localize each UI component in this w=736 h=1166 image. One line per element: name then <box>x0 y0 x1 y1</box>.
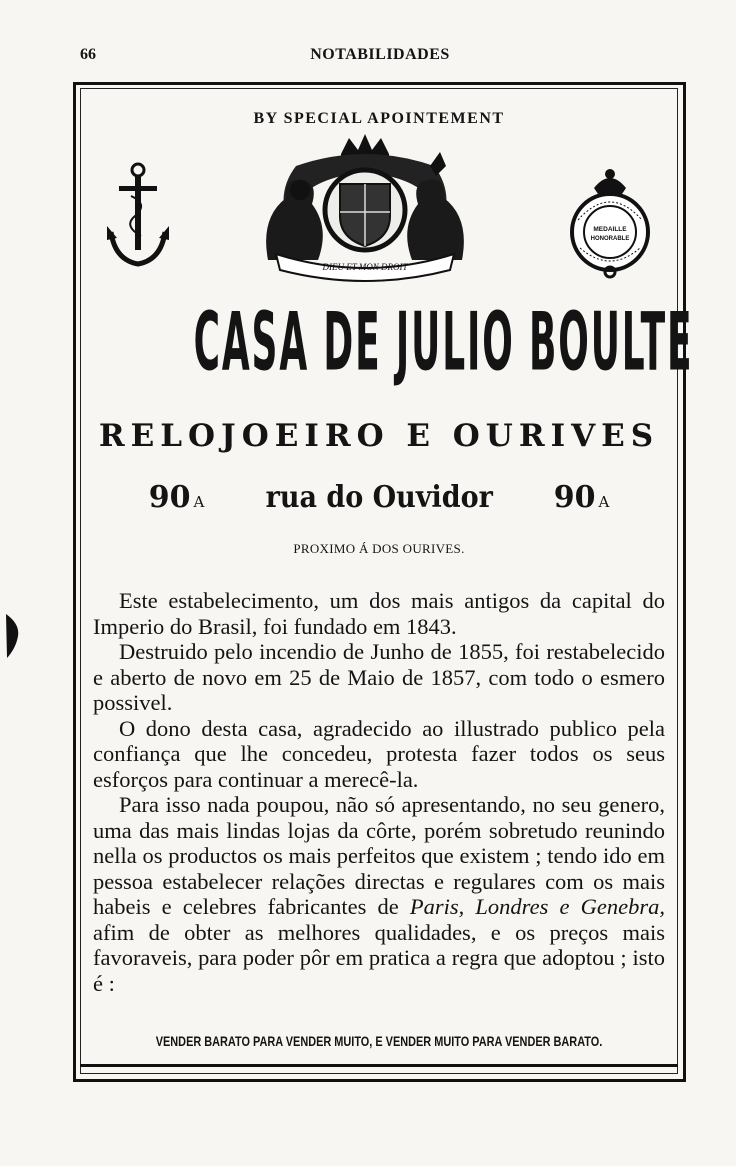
anchor-icon <box>105 160 171 272</box>
seal-inner-text-1: MEDAILLE <box>593 226 627 233</box>
arms-motto: DIEU ET MON DROIT <box>322 262 408 272</box>
supplier-cities: Paris, Londres e Genebra, <box>409 894 665 919</box>
location-note: PROXIMO Á DOS OURIVES. <box>293 541 465 556</box>
paragraph-fire: Destruido pelo incendio de Junho de 1855, foi restabelecido e aberto de novo em 25 de Maio de 1857, com todo o esmero possivel. <box>93 639 665 715</box>
shop-name-title: CASA DE JULIO BOULTE <box>193 295 694 389</box>
advert-bottom-rule <box>80 1064 678 1067</box>
running-title: NOTABILIDADES <box>310 46 450 63</box>
shop-motto: VENDER BARATO PARA VENDER MUITO, E VENDER MUITO PARA VENDER BARATO. <box>155 1033 603 1049</box>
address-street: rua do Ouvidor <box>265 480 493 515</box>
running-head <box>80 46 680 68</box>
paragraph-suppliers-start: Para isso nada poupou, não só apresentando, no seu genero, uma das mais lindas lojas da côrte, porém sobretudo reunindo nella os productos os mais perfeitos que existem ; tendo ido em pessoa estabelecer relações directas e regulares com os mais habeis e celebres fabricantes de <box>93 792 665 919</box>
paragraph-gratitude: O dono desta casa, agradecido ao illustrado publico pela confiança que lhe concedeu, protesta fazer todos os seus esforços para continuar a merecê-la. <box>93 715 665 792</box>
address-number-suffix: A <box>193 493 205 511</box>
advert-body <box>93 588 665 996</box>
paragraph-founding: Este estabelecimento, um dos mais antigos da capital do Imperio do Brasil, foi fundado em 1843. <box>93 588 665 639</box>
address-line <box>80 480 678 515</box>
royal-arms-icon <box>246 132 484 284</box>
appointment-heading: BY SPECIAL APOINTEMENT <box>253 110 505 127</box>
margin-ink-mark-icon <box>4 614 22 658</box>
address-number-repeat: 90 <box>553 480 596 515</box>
page-number: 66 <box>80 46 96 63</box>
seal-inner-text-2: HONORABLE <box>590 236 630 242</box>
exposition-seal-icon <box>560 160 660 280</box>
paragraph-suppliers-end: afim de obter as melhores qualidades, e os preços mais favoraveis, para poder pôr em pratica a regra que adoptou ; isto é : <box>93 919 665 996</box>
paragraph-suppliers <box>93 792 665 996</box>
profession-heading: RELOJOEIRO E OURIVES <box>98 418 660 454</box>
address-number-suffix-repeat: A <box>598 493 610 511</box>
address-number: 90 <box>148 480 191 515</box>
